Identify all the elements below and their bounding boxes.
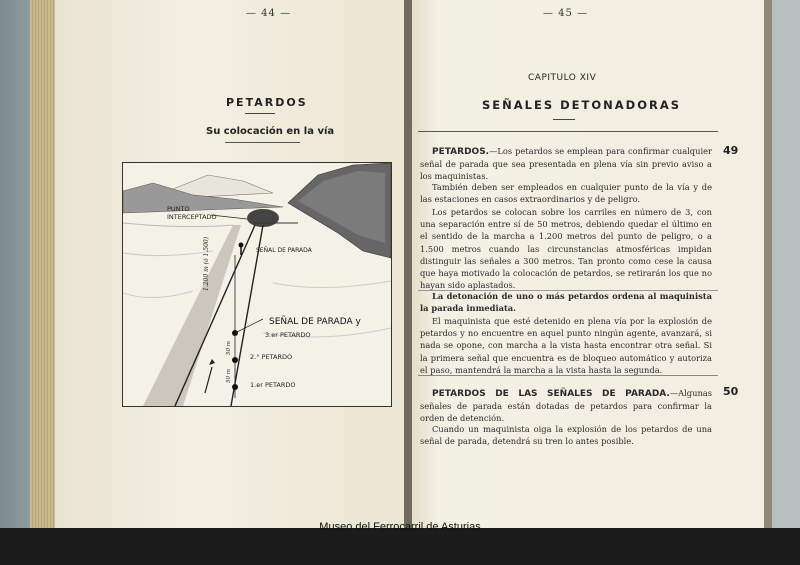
right-page-number: — 45 — <box>543 8 589 19</box>
title-rule-right <box>553 119 575 120</box>
right-page-title: SEÑALES DETONADORAS <box>482 98 682 112</box>
watermark-caption: Museo del Ferrocarril de Asturias <box>319 521 481 533</box>
paragraph-explosion: Cuando un maquinista oiga la explosión de los petardos de una señal de parada, detendrá su tren lo antes posible. <box>420 424 712 447</box>
petardos-figure <box>122 162 392 407</box>
bottom-strip <box>0 528 800 565</box>
petardo2-label: 2.° PETARDO <box>250 353 293 361</box>
paragraph-senales-parada <box>420 387 712 425</box>
petardos-lead: PETARDOS. <box>432 147 490 157</box>
book-gutter <box>404 0 412 528</box>
senales-parada-text: —Algunas señales de parada están dotadas de petardos para confirmar la orden de detención. <box>420 388 712 424</box>
signal-big-label: SEÑAL DE PARADA y <box>269 317 361 327</box>
article-number-50: 50 <box>723 385 739 398</box>
left-page-title: PETARDOS <box>226 96 308 109</box>
right-page-edge <box>764 0 772 528</box>
article-number-49: 49 <box>723 144 739 157</box>
chapter-heading: CAPITULO XIV <box>528 73 597 83</box>
signal-small-label: SEÑAL DE PARADA <box>256 247 312 254</box>
title-rule <box>245 113 275 114</box>
interceptado-label: INTERCEPTADO <box>167 213 217 221</box>
subtitle-rule <box>225 142 300 143</box>
senales-parada-lead: PETARDOS DE LAS SEÑALES DE PARADA. <box>432 389 670 399</box>
paragraph-detonacion: La detonación de uno o más petardos ordena al maquinista la parada inmediata. <box>420 291 712 314</box>
distance-50b-label: 50 m <box>226 369 232 383</box>
petardo3-label: 3.er PETARDO <box>265 331 311 339</box>
paragraph-extraordinarios: También deben ser empleados en cualquier punto de la vía y de las estaciones en casos extraordinarios y de peligro. <box>420 182 712 205</box>
distance-50a-label: 50 m <box>226 341 232 355</box>
left-page-number: — 44 — <box>246 8 292 19</box>
punto-label: PUNTO <box>167 205 190 213</box>
petardo1-label: 1.er PETARDO <box>250 381 296 389</box>
track-illustration <box>123 163 391 406</box>
left-page-subtitle: Su colocación en la vía <box>206 126 335 137</box>
paragraph-petardos <box>420 145 712 183</box>
petardos-text: —Los petardos se emplean para confirmar cualquier señal de parada que sea presentada en plena vía sin previo aviso a los maquinistas. <box>420 146 712 182</box>
paragraph-maquinista: El maquinista que esté detenido en plena vía por la explosión de petardos y no encuentre en aquel punto ningún agente, avanzará, si nada se opone, con marcha a la vista hasta encontrar otra señal. Si la primera señal que encuentra es de bloqueo automático y autoriza el paso, mantendrá la marcha a la vista hasta la segunda. <box>420 316 712 375</box>
distance-1200-label: 1.200 m (ó 1.500) <box>203 236 210 291</box>
paragraph-colocacion: Los petardos se colocan sobre los carriles en número de 3, con una separación entre sí de 50 metros, debiendo quedar el último en el sentido de la marcha a 1.200 metros del punto de peligro, o a 1.500 metros cuando las circunstancias atmosféricas impidan distinguir las señales a 300 metros. Tan pronto como cese la causa que haya motivado la colocación de petardos, se retirarán los que no hayan sido aplastados. <box>420 207 712 291</box>
page-edges <box>30 0 55 528</box>
